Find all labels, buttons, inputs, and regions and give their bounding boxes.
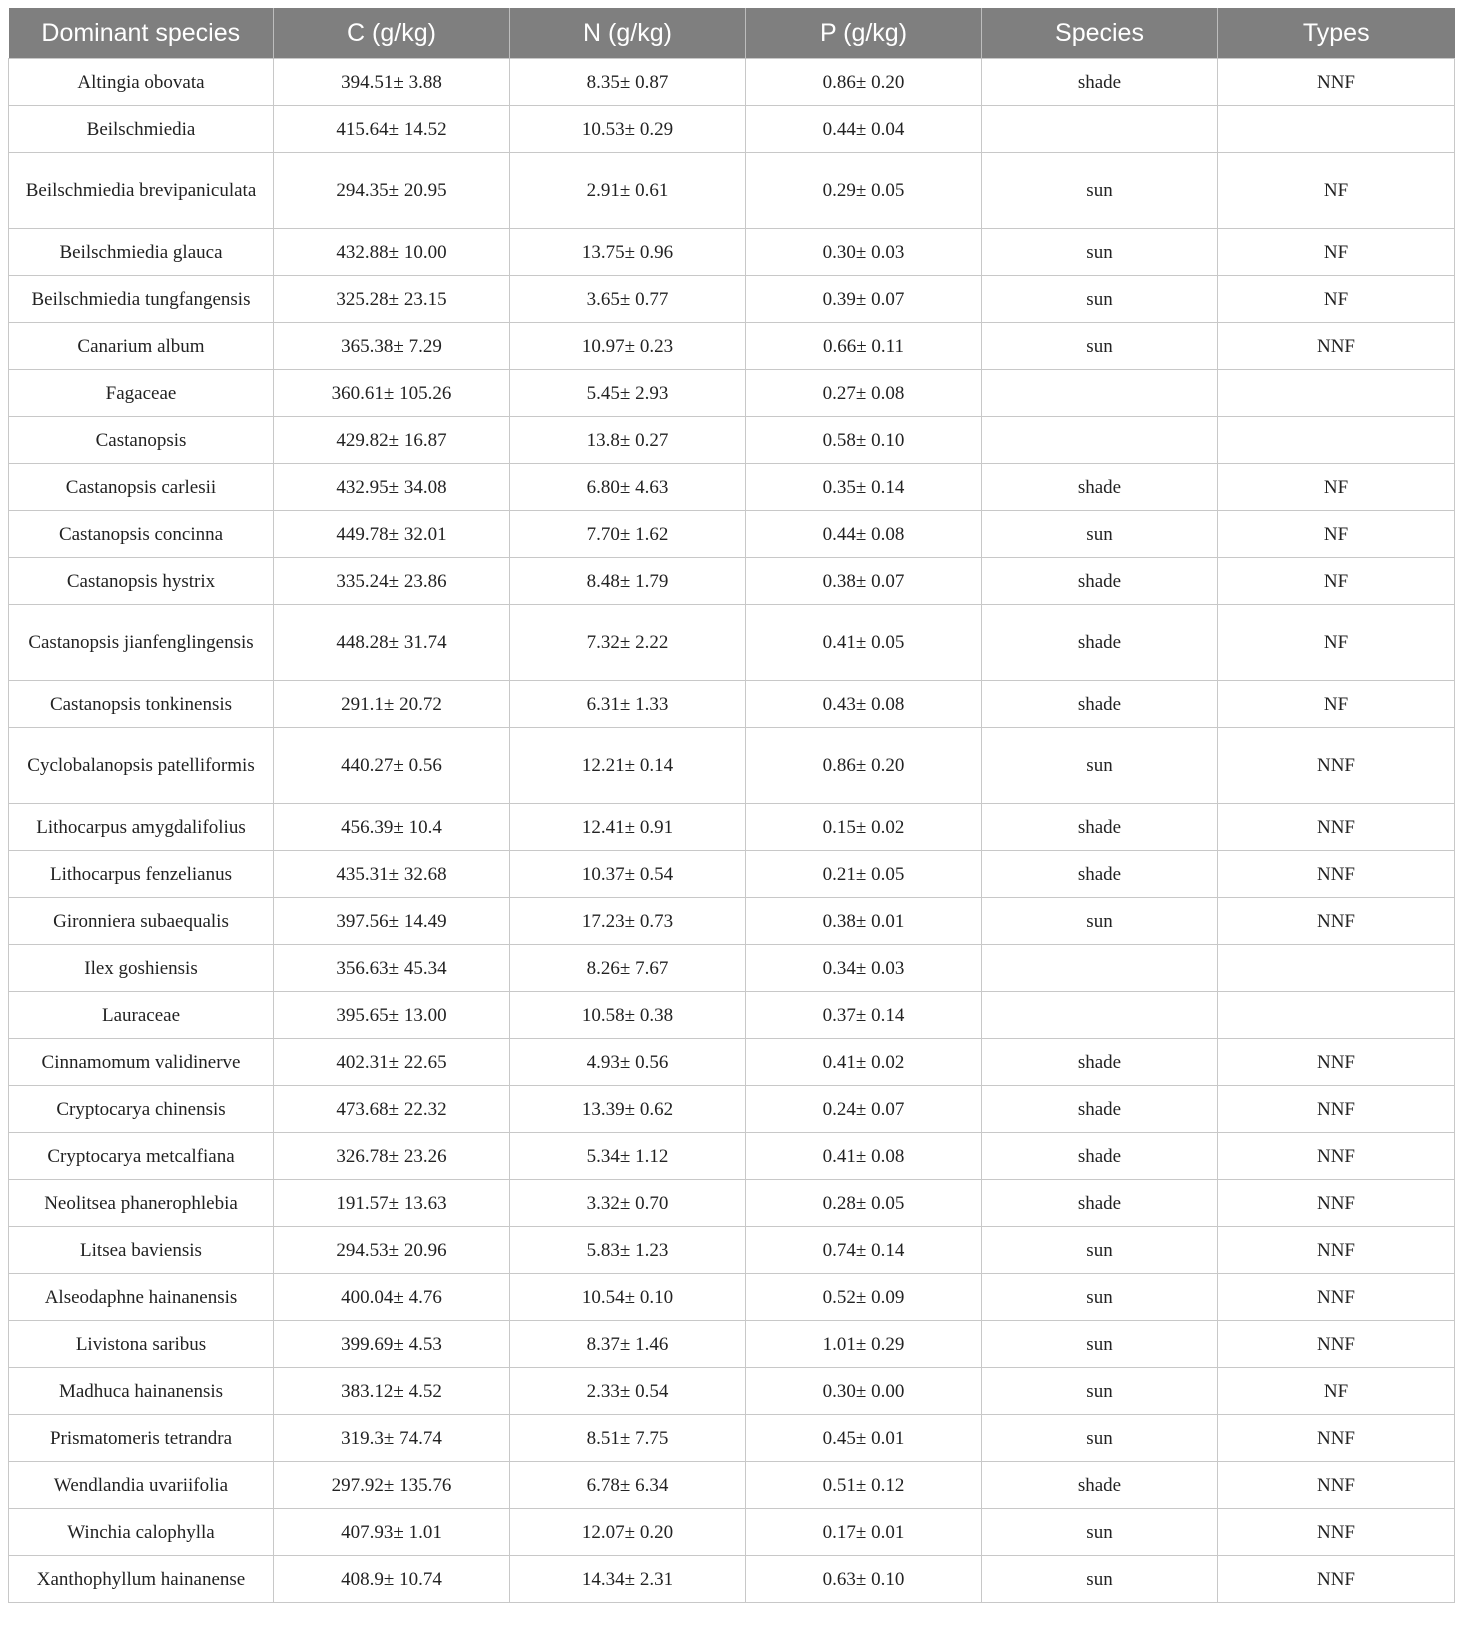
cell-phosphorus: 0.30± 0.00	[746, 1368, 982, 1415]
cell-phosphorus: 1.01± 0.29	[746, 1321, 982, 1368]
cell-carbon: 397.56± 14.49	[274, 898, 510, 945]
cell-nitrogen: 14.34± 2.31	[510, 1556, 746, 1603]
cell-carbon: 356.63± 45.34	[274, 945, 510, 992]
cell-types: NNF	[1218, 1274, 1455, 1321]
table-body	[9, 59, 1455, 1603]
cell-nitrogen: 8.48± 1.79	[510, 558, 746, 605]
header-dominant-species: Dominant species	[9, 8, 274, 59]
table-row	[9, 851, 1455, 898]
cell-dominant-species: Beilschmiedia glauca	[9, 229, 274, 276]
cell-carbon: 294.35± 20.95	[274, 153, 510, 229]
cell-dominant-species: Lauraceae	[9, 992, 274, 1039]
cell-phosphorus: 0.24± 0.07	[746, 1086, 982, 1133]
cell-phosphorus: 0.35± 0.14	[746, 464, 982, 511]
cell-carbon: 448.28± 31.74	[274, 605, 510, 681]
cell-species	[982, 417, 1218, 464]
cell-dominant-species: Madhuca hainanensis	[9, 1368, 274, 1415]
cell-species	[982, 106, 1218, 153]
cell-dominant-species: Litsea baviensis	[9, 1227, 274, 1274]
cell-carbon: 432.88± 10.00	[274, 229, 510, 276]
table-row	[9, 1180, 1455, 1227]
cell-phosphorus: 0.58± 0.10	[746, 417, 982, 464]
cell-dominant-species: Castanopsis carlesii	[9, 464, 274, 511]
cell-phosphorus: 0.41± 0.08	[746, 1133, 982, 1180]
cell-nitrogen: 10.97± 0.23	[510, 323, 746, 370]
header-species: Species	[982, 8, 1218, 59]
cell-types: NNF	[1218, 323, 1455, 370]
table-row	[9, 681, 1455, 728]
cell-species: sun	[982, 511, 1218, 558]
cell-dominant-species: Castanopsis jianfenglingensis	[9, 605, 274, 681]
cell-types: NF	[1218, 276, 1455, 323]
cell-carbon: 325.28± 23.15	[274, 276, 510, 323]
cell-phosphorus: 0.30± 0.03	[746, 229, 982, 276]
cell-carbon: 407.93± 1.01	[274, 1509, 510, 1556]
table-row	[9, 464, 1455, 511]
cell-species: sun	[982, 276, 1218, 323]
cell-phosphorus: 0.17± 0.01	[746, 1509, 982, 1556]
table-row	[9, 370, 1455, 417]
cell-nitrogen: 12.21± 0.14	[510, 728, 746, 804]
cell-types	[1218, 106, 1455, 153]
cell-types: NNF	[1218, 1133, 1455, 1180]
header-row	[9, 8, 1455, 59]
cell-carbon: 449.78± 32.01	[274, 511, 510, 558]
cell-species: sun	[982, 1274, 1218, 1321]
cell-types: NNF	[1218, 1180, 1455, 1227]
cell-species: shade	[982, 1462, 1218, 1509]
cell-carbon: 383.12± 4.52	[274, 1368, 510, 1415]
cell-nitrogen: 10.37± 0.54	[510, 851, 746, 898]
cell-species: shade	[982, 1180, 1218, 1227]
cell-types	[1218, 370, 1455, 417]
cell-dominant-species: Castanopsis	[9, 417, 274, 464]
cell-carbon: 435.31± 32.68	[274, 851, 510, 898]
cell-nitrogen: 2.33± 0.54	[510, 1368, 746, 1415]
cell-carbon: 326.78± 23.26	[274, 1133, 510, 1180]
cell-types: NNF	[1218, 1415, 1455, 1462]
cell-carbon: 319.3± 74.74	[274, 1415, 510, 1462]
cell-dominant-species: Neolitsea phanerophlebia	[9, 1180, 274, 1227]
cell-types: NNF	[1218, 1321, 1455, 1368]
cell-nitrogen: 12.41± 0.91	[510, 804, 746, 851]
cell-types: NF	[1218, 681, 1455, 728]
cell-phosphorus: 0.21± 0.05	[746, 851, 982, 898]
cell-types: NNF	[1218, 1556, 1455, 1603]
table-container	[8, 8, 1454, 1603]
cell-species: shade	[982, 851, 1218, 898]
cell-carbon: 365.38± 7.29	[274, 323, 510, 370]
table-row	[9, 153, 1455, 229]
cell-types: NF	[1218, 558, 1455, 605]
table-row	[9, 605, 1455, 681]
cell-carbon: 394.51± 3.88	[274, 59, 510, 106]
table-row	[9, 1415, 1455, 1462]
cell-species	[982, 992, 1218, 1039]
cell-dominant-species: Fagaceae	[9, 370, 274, 417]
cell-carbon: 415.64± 14.52	[274, 106, 510, 153]
cell-carbon: 191.57± 13.63	[274, 1180, 510, 1227]
cell-dominant-species: Castanopsis tonkinensis	[9, 681, 274, 728]
table-row	[9, 1321, 1455, 1368]
cell-nitrogen: 8.26± 7.67	[510, 945, 746, 992]
cell-species: sun	[982, 1321, 1218, 1368]
cell-nitrogen: 3.65± 0.77	[510, 276, 746, 323]
cell-phosphorus: 0.86± 0.20	[746, 728, 982, 804]
table-row	[9, 417, 1455, 464]
cell-species: shade	[982, 59, 1218, 106]
table-row	[9, 1133, 1455, 1180]
cell-types: NNF	[1218, 804, 1455, 851]
cell-carbon: 395.65± 13.00	[274, 992, 510, 1039]
cell-types: NF	[1218, 511, 1455, 558]
cell-phosphorus: 0.43± 0.08	[746, 681, 982, 728]
table-row	[9, 992, 1455, 1039]
table-row	[9, 804, 1455, 851]
cell-carbon: 399.69± 4.53	[274, 1321, 510, 1368]
cell-types	[1218, 417, 1455, 464]
cell-carbon: 432.95± 34.08	[274, 464, 510, 511]
header-phosphorus: P (g/kg)	[746, 8, 982, 59]
cell-phosphorus: 0.37± 0.14	[746, 992, 982, 1039]
cell-species: shade	[982, 1133, 1218, 1180]
cell-species: shade	[982, 605, 1218, 681]
cell-nitrogen: 6.31± 1.33	[510, 681, 746, 728]
cell-types	[1218, 992, 1455, 1039]
cell-phosphorus: 0.44± 0.04	[746, 106, 982, 153]
cell-phosphorus: 0.39± 0.07	[746, 276, 982, 323]
cell-nitrogen: 13.8± 0.27	[510, 417, 746, 464]
cell-types: NNF	[1218, 898, 1455, 945]
cell-carbon: 402.31± 22.65	[274, 1039, 510, 1086]
species-nutrient-table	[8, 8, 1455, 1603]
cell-phosphorus: 0.45± 0.01	[746, 1415, 982, 1462]
cell-carbon: 335.24± 23.86	[274, 558, 510, 605]
cell-nitrogen: 6.80± 4.63	[510, 464, 746, 511]
cell-nitrogen: 5.34± 1.12	[510, 1133, 746, 1180]
cell-species: shade	[982, 1039, 1218, 1086]
cell-types: NNF	[1218, 1227, 1455, 1274]
cell-dominant-species: Lithocarpus fenzelianus	[9, 851, 274, 898]
cell-species	[982, 945, 1218, 992]
cell-nitrogen: 6.78± 6.34	[510, 1462, 746, 1509]
cell-carbon: 400.04± 4.76	[274, 1274, 510, 1321]
cell-dominant-species: Alseodaphne hainanensis	[9, 1274, 274, 1321]
cell-nitrogen: 7.70± 1.62	[510, 511, 746, 558]
cell-nitrogen: 10.53± 0.29	[510, 106, 746, 153]
cell-phosphorus: 0.86± 0.20	[746, 59, 982, 106]
table-row	[9, 1556, 1455, 1603]
cell-nitrogen: 13.39± 0.62	[510, 1086, 746, 1133]
cell-species	[982, 370, 1218, 417]
cell-types: NF	[1218, 605, 1455, 681]
cell-phosphorus: 0.52± 0.09	[746, 1274, 982, 1321]
cell-phosphorus: 0.51± 0.12	[746, 1462, 982, 1509]
cell-nitrogen: 3.32± 0.70	[510, 1180, 746, 1227]
cell-carbon: 291.1± 20.72	[274, 681, 510, 728]
cell-species: sun	[982, 1227, 1218, 1274]
cell-dominant-species: Winchia calophylla	[9, 1509, 274, 1556]
cell-phosphorus: 0.38± 0.01	[746, 898, 982, 945]
cell-carbon: 473.68± 22.32	[274, 1086, 510, 1133]
cell-carbon: 297.92± 135.76	[274, 1462, 510, 1509]
cell-types: NF	[1218, 464, 1455, 511]
cell-phosphorus: 0.63± 0.10	[746, 1556, 982, 1603]
cell-carbon: 294.53± 20.96	[274, 1227, 510, 1274]
cell-types: NNF	[1218, 1039, 1455, 1086]
cell-nitrogen: 17.23± 0.73	[510, 898, 746, 945]
table-row	[9, 1462, 1455, 1509]
cell-types	[1218, 945, 1455, 992]
cell-types: NF	[1218, 229, 1455, 276]
table-row	[9, 945, 1455, 992]
cell-nitrogen: 5.45± 2.93	[510, 370, 746, 417]
cell-dominant-species: Altingia obovata	[9, 59, 274, 106]
cell-nitrogen: 7.32± 2.22	[510, 605, 746, 681]
cell-phosphorus: 0.27± 0.08	[746, 370, 982, 417]
cell-dominant-species: Beilschmiedia brevipaniculata	[9, 153, 274, 229]
cell-phosphorus: 0.34± 0.03	[746, 945, 982, 992]
cell-nitrogen: 8.37± 1.46	[510, 1321, 746, 1368]
cell-types: NNF	[1218, 1509, 1455, 1556]
cell-nitrogen: 8.51± 7.75	[510, 1415, 746, 1462]
cell-dominant-species: Canarium album	[9, 323, 274, 370]
cell-species: shade	[982, 804, 1218, 851]
table-row	[9, 1368, 1455, 1415]
table-row	[9, 898, 1455, 945]
cell-dominant-species: Cinnamomum validinerve	[9, 1039, 274, 1086]
cell-nitrogen: 8.35± 0.87	[510, 59, 746, 106]
table-row	[9, 1086, 1455, 1133]
table-row	[9, 728, 1455, 804]
cell-carbon: 429.82± 16.87	[274, 417, 510, 464]
cell-phosphorus: 0.41± 0.02	[746, 1039, 982, 1086]
cell-nitrogen: 10.58± 0.38	[510, 992, 746, 1039]
table-row	[9, 229, 1455, 276]
cell-dominant-species: Cryptocarya chinensis	[9, 1086, 274, 1133]
cell-types: NF	[1218, 153, 1455, 229]
header-types: Types	[1218, 8, 1455, 59]
cell-dominant-species: Wendlandia uvariifolia	[9, 1462, 274, 1509]
table-row	[9, 558, 1455, 605]
table-row	[9, 276, 1455, 323]
table-row	[9, 59, 1455, 106]
cell-species: sun	[982, 898, 1218, 945]
cell-types: NNF	[1218, 851, 1455, 898]
cell-species: sun	[982, 153, 1218, 229]
cell-phosphorus: 0.74± 0.14	[746, 1227, 982, 1274]
table-row	[9, 106, 1455, 153]
cell-species: sun	[982, 1415, 1218, 1462]
cell-dominant-species: Ilex goshiensis	[9, 945, 274, 992]
cell-nitrogen: 12.07± 0.20	[510, 1509, 746, 1556]
cell-dominant-species: Beilschmiedia	[9, 106, 274, 153]
table-row	[9, 1509, 1455, 1556]
cell-types: NNF	[1218, 728, 1455, 804]
cell-species: sun	[982, 1509, 1218, 1556]
table-header	[9, 8, 1455, 59]
cell-species: shade	[982, 558, 1218, 605]
cell-carbon: 440.27± 0.56	[274, 728, 510, 804]
cell-carbon: 360.61± 105.26	[274, 370, 510, 417]
cell-types: NNF	[1218, 1462, 1455, 1509]
cell-dominant-species: Livistona saribus	[9, 1321, 274, 1368]
cell-species: shade	[982, 681, 1218, 728]
cell-carbon: 456.39± 10.4	[274, 804, 510, 851]
cell-species: sun	[982, 323, 1218, 370]
cell-dominant-species: Beilschmiedia tungfangensis	[9, 276, 274, 323]
table-row	[9, 511, 1455, 558]
cell-species: shade	[982, 464, 1218, 511]
cell-species: shade	[982, 1086, 1218, 1133]
cell-nitrogen: 13.75± 0.96	[510, 229, 746, 276]
cell-dominant-species: Gironniera subaequalis	[9, 898, 274, 945]
cell-dominant-species: Castanopsis hystrix	[9, 558, 274, 605]
cell-species: sun	[982, 1368, 1218, 1415]
cell-nitrogen: 2.91± 0.61	[510, 153, 746, 229]
cell-nitrogen: 4.93± 0.56	[510, 1039, 746, 1086]
cell-species: sun	[982, 1556, 1218, 1603]
cell-dominant-species: Xanthophyllum hainanense	[9, 1556, 274, 1603]
cell-phosphorus: 0.66± 0.11	[746, 323, 982, 370]
cell-types: NNF	[1218, 1086, 1455, 1133]
table-row	[9, 1227, 1455, 1274]
cell-dominant-species: Castanopsis concinna	[9, 511, 274, 558]
cell-dominant-species: Prismatomeris tetrandra	[9, 1415, 274, 1462]
cell-types: NNF	[1218, 59, 1455, 106]
cell-phosphorus: 0.28± 0.05	[746, 1180, 982, 1227]
cell-nitrogen: 5.83± 1.23	[510, 1227, 746, 1274]
cell-types: NF	[1218, 1368, 1455, 1415]
cell-species: sun	[982, 728, 1218, 804]
table-row	[9, 323, 1455, 370]
header-nitrogen: N (g/kg)	[510, 8, 746, 59]
cell-dominant-species: Lithocarpus amygdalifolius	[9, 804, 274, 851]
header-carbon: C (g/kg)	[274, 8, 510, 59]
cell-phosphorus: 0.41± 0.05	[746, 605, 982, 681]
cell-phosphorus: 0.44± 0.08	[746, 511, 982, 558]
cell-dominant-species: Cyclobalanopsis patelliformis	[9, 728, 274, 804]
table-row	[9, 1274, 1455, 1321]
cell-nitrogen: 10.54± 0.10	[510, 1274, 746, 1321]
cell-species: sun	[982, 229, 1218, 276]
cell-phosphorus: 0.15± 0.02	[746, 804, 982, 851]
cell-phosphorus: 0.29± 0.05	[746, 153, 982, 229]
table-row	[9, 1039, 1455, 1086]
cell-dominant-species: Cryptocarya metcalfiana	[9, 1133, 274, 1180]
cell-carbon: 408.9± 10.74	[274, 1556, 510, 1603]
cell-phosphorus: 0.38± 0.07	[746, 558, 982, 605]
